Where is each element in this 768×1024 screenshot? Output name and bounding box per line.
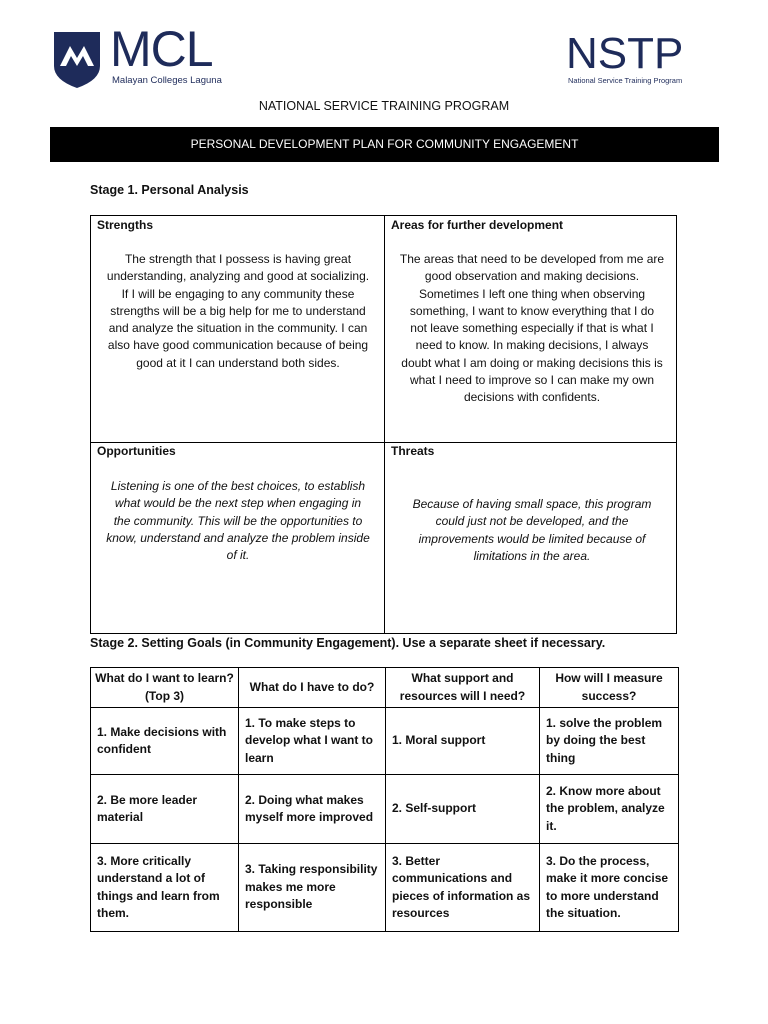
goals-header-row [91,668,679,708]
header-learn: What do I want to learn? (Top 3) [91,668,239,708]
table-cell: 2. Doing what makes myself more improved [239,775,386,844]
development-line: decisions with confidents. [463,390,601,405]
development-text [387,251,677,407]
header-measure: How will I measure success? [540,668,679,708]
strengths-line: If I will be engaging to any community these [121,286,355,301]
table-row [91,775,679,844]
strengths-line: The strength that I possess is having great [124,252,352,266]
header-do: What do I have to do? [239,668,386,708]
table-cell: 1. Make decisions with confident [91,708,239,775]
threats-label: Threats [391,444,435,458]
strengths-line: strengths will be a big help for me to understand [110,303,366,318]
threats-line: limitations in the area. [473,548,591,563]
opportunities-line: know, understand and analyze the problem inside [106,530,370,545]
strengths-label: Strengths [97,218,154,232]
table-cell: 2. Be more leader material [91,775,239,844]
table-cell: 2. Self-support [386,775,540,844]
table-cell: 3. More critically understand a lot of things and learn from them. [91,844,239,932]
opportunities-label: Opportunities [97,444,176,458]
development-line: not leave something especially if that is what I [410,321,654,336]
threats-text [387,496,677,565]
development-line: doubt what I am doing or making decisions this is [401,355,663,370]
goals-table [90,667,679,932]
opportunities-line: what would be the next step when engaging in [114,496,362,511]
development-line: The areas that need to be developed from me are [399,252,665,266]
swot-grid [90,215,677,634]
threats-line: improvements would be limited because of [418,531,646,546]
strengths-text [93,251,383,372]
opportunities-text [93,478,383,564]
table-cell: 3. Better communications and pieces of information as resources [386,844,540,932]
table-row [91,844,679,932]
development-line: Sometimes I left one thing when observing [418,286,646,301]
development-line: need to know. In making decisions, I always [415,338,649,353]
mcl-shield-logo [50,28,104,90]
table-cell: 3. Taking responsibility makes me more responsible [239,844,386,932]
table-cell: 1. solve the problem by doing the best thing [540,708,679,775]
strengths-line: also have good communication because of being [107,338,369,353]
table-cell: 1. To make steps to develop what I want to learn [239,708,386,775]
strengths-line: and analyze the situation in the community. I can [108,321,368,336]
development-line: good observation and making decisions. [424,269,640,284]
table-cell: 2. Know more about the problem, analyze it. [540,775,679,844]
nstp-subtitle: National Service Training Program [568,76,683,85]
table-cell: 3. Do the process, make it more concise to more understand the situation. [540,844,679,932]
development-line: what I need to improve so I can make my own [409,373,655,388]
development-line: something, I want to know everything that I do [409,303,655,318]
document-banner: PERSONAL DEVELOPMENT PLAN FOR COMMUNITY ENGAGEMENT [50,127,719,162]
mcl-wordmark: MCL [110,21,213,77]
nstp-wordmark: NSTP [566,29,684,78]
header-support: What support and resources will I need? [386,668,540,708]
table-row [91,708,679,775]
threats-line: could just not be developed, and the [435,514,629,529]
strengths-line: understanding, analyzing and good at socializing. [106,269,370,284]
table-cell: 1. Moral support [386,708,540,775]
mcl-subtitle: Malayan Colleges Laguna [112,75,222,86]
development-label: Areas for further development [391,218,564,232]
document-title: NATIONAL SERVICE TRAINING PROGRAM [258,99,510,113]
stage2-title: Stage 2. Setting Goals (in Community Engagement). Use a separate sheet if necessary. [90,636,606,650]
opportunities-line: of it. [226,548,250,563]
opportunities-line: the community. This will be the opportunities to [113,513,363,528]
opportunities-line: Listening is one of the best choices, to establish [110,479,366,493]
strengths-line: good at it I can understand both sides. [136,355,340,370]
stage1-title: Stage 1. Personal Analysis [90,183,249,197]
threats-line: Because of having small space, this program [412,497,652,511]
